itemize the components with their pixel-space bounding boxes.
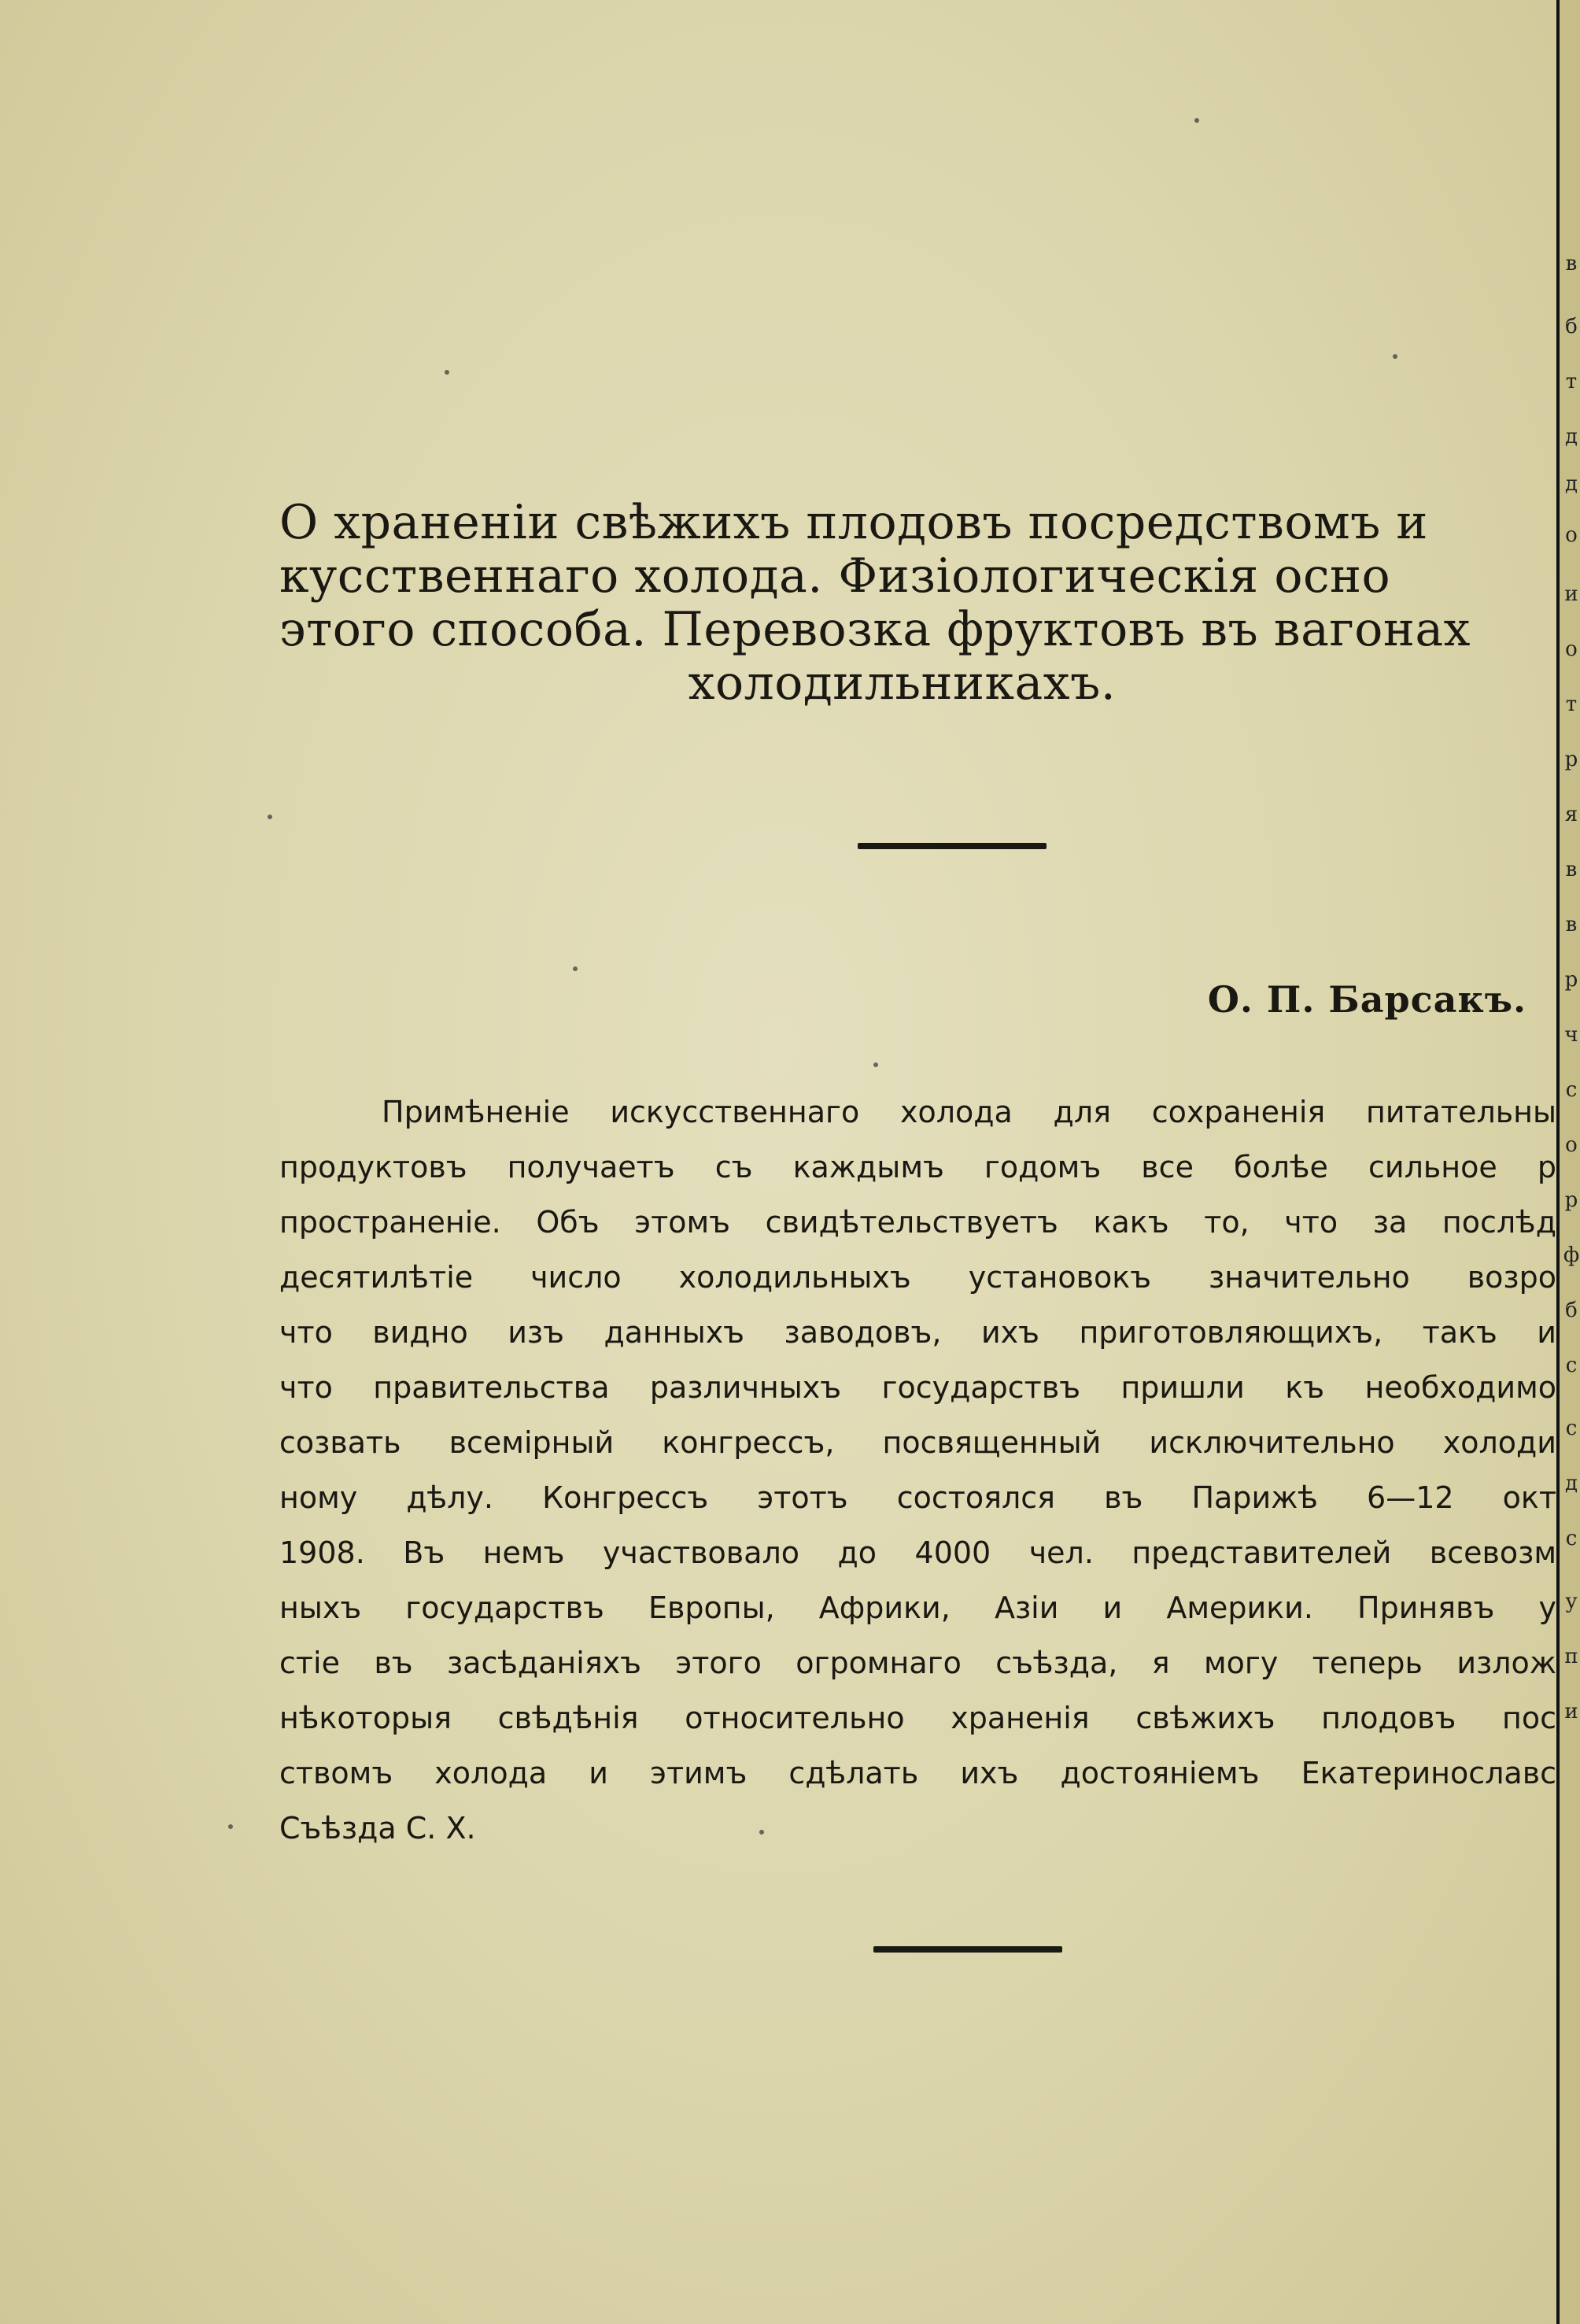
title-divider [858, 843, 1047, 849]
margin-letter: в [1565, 913, 1578, 937]
bleed-through-text [252, 118, 1479, 222]
margin-letter: р [1564, 968, 1578, 992]
body-line: 1908. Въ немъ участвовало до 4000 чел. представителей всевозм [279, 1535, 1556, 1570]
title-line: холодильникахъ. [688, 656, 1117, 710]
body-line: что правительства различныхъ государствъ пришли къ необходимо [279, 1370, 1556, 1405]
end-divider [873, 1946, 1062, 1953]
margin-letter: д [1564, 472, 1578, 496]
margin-letter: и [1564, 582, 1578, 606]
paper-speck [573, 966, 578, 971]
margin-letter: р [1564, 1188, 1578, 1212]
page-gutter [1556, 0, 1580, 2324]
body-line: ствомъ холода и этимъ сдѣлать ихъ достояніемъ Екатеринославс [279, 1756, 1556, 1790]
article-title [279, 496, 1556, 710]
body-line: десятилѣтіе число холодильныхъ установокъ значительно возро [279, 1260, 1556, 1295]
paper-speck [1393, 354, 1397, 359]
paper-speck [759, 1830, 764, 1834]
margin-letter: с [1565, 1354, 1578, 1377]
margin-letter: и [1564, 1700, 1578, 1724]
title-line: кусственнаго холода. Физіологическія осно [279, 549, 1391, 603]
body-line: продуктовъ получаетъ съ каждымъ годомъ все болѣе сильное р [279, 1150, 1556, 1184]
margin-letter: ф [1563, 1243, 1580, 1267]
margin-letter: б [1565, 315, 1578, 338]
margin-letter: д [1564, 1472, 1578, 1495]
margin-letter: о [1565, 1133, 1578, 1157]
body-line: ному дѣлу. Конгрессъ этотъ состоялся въ Парижѣ 6—12 окт [279, 1480, 1556, 1515]
margin-letter: о [1565, 523, 1578, 547]
margin-letter: в [1565, 858, 1578, 881]
margin-letter: б [1565, 1299, 1578, 1322]
body-line: что видно изъ данныхъ заводовъ, ихъ приготовляющихъ, такъ и [279, 1315, 1556, 1350]
body-line: нѣкоторыя свѣдѣнія относительно храненія свѣжихъ плодовъ пос [279, 1701, 1556, 1735]
paper-speck [228, 1824, 233, 1829]
margin-letter: п [1564, 1645, 1578, 1668]
title-line: этого способа. Перевозка фруктовъ въ вагонах [279, 603, 1471, 656]
body-line: созвать всемірный конгрессъ, посвященный исключительно холоди [279, 1425, 1556, 1460]
body-line: Примѣненіе искусственнаго холода для сохраненія питательны [382, 1095, 1556, 1129]
title-line: О храненіи свѣжихъ плодовъ посредствомъ и [279, 496, 1428, 549]
margin-letter: р [1564, 748, 1578, 771]
body-line: пространеніе. Объ этомъ свидѣтельствуетъ какъ то, что за послѣд [279, 1205, 1556, 1240]
margin-letter: я [1564, 803, 1578, 826]
margin-letter: д [1564, 425, 1578, 449]
author-name: О. П. Барсакъ. [1207, 978, 1526, 1021]
margin-letter: в [1565, 252, 1578, 275]
margin-letter: ч [1564, 1023, 1578, 1047]
body-line: стіе въ засѣданіяхъ этого огромнаго съѣзда, я могу теперь излож [279, 1646, 1556, 1680]
margin-letter: т [1565, 693, 1578, 716]
paper-speck [873, 1062, 878, 1067]
paper-speck [1194, 118, 1199, 123]
margin-letter: у [1565, 1590, 1578, 1613]
margin-letter: т [1565, 370, 1578, 393]
paper-speck [268, 815, 272, 819]
margin-letter: с [1565, 1527, 1578, 1550]
body-line: Съѣзда С. Х. [279, 1811, 476, 1846]
article-body [279, 1084, 1556, 1856]
margin-letter: с [1565, 1417, 1578, 1440]
body-line: ныхъ государствъ Европы, Африки, Азіи и Америки. Принявъ у [279, 1591, 1556, 1625]
margin-letter: о [1565, 637, 1578, 661]
margin-letter: с [1565, 1078, 1578, 1102]
paper-speck [445, 370, 449, 375]
